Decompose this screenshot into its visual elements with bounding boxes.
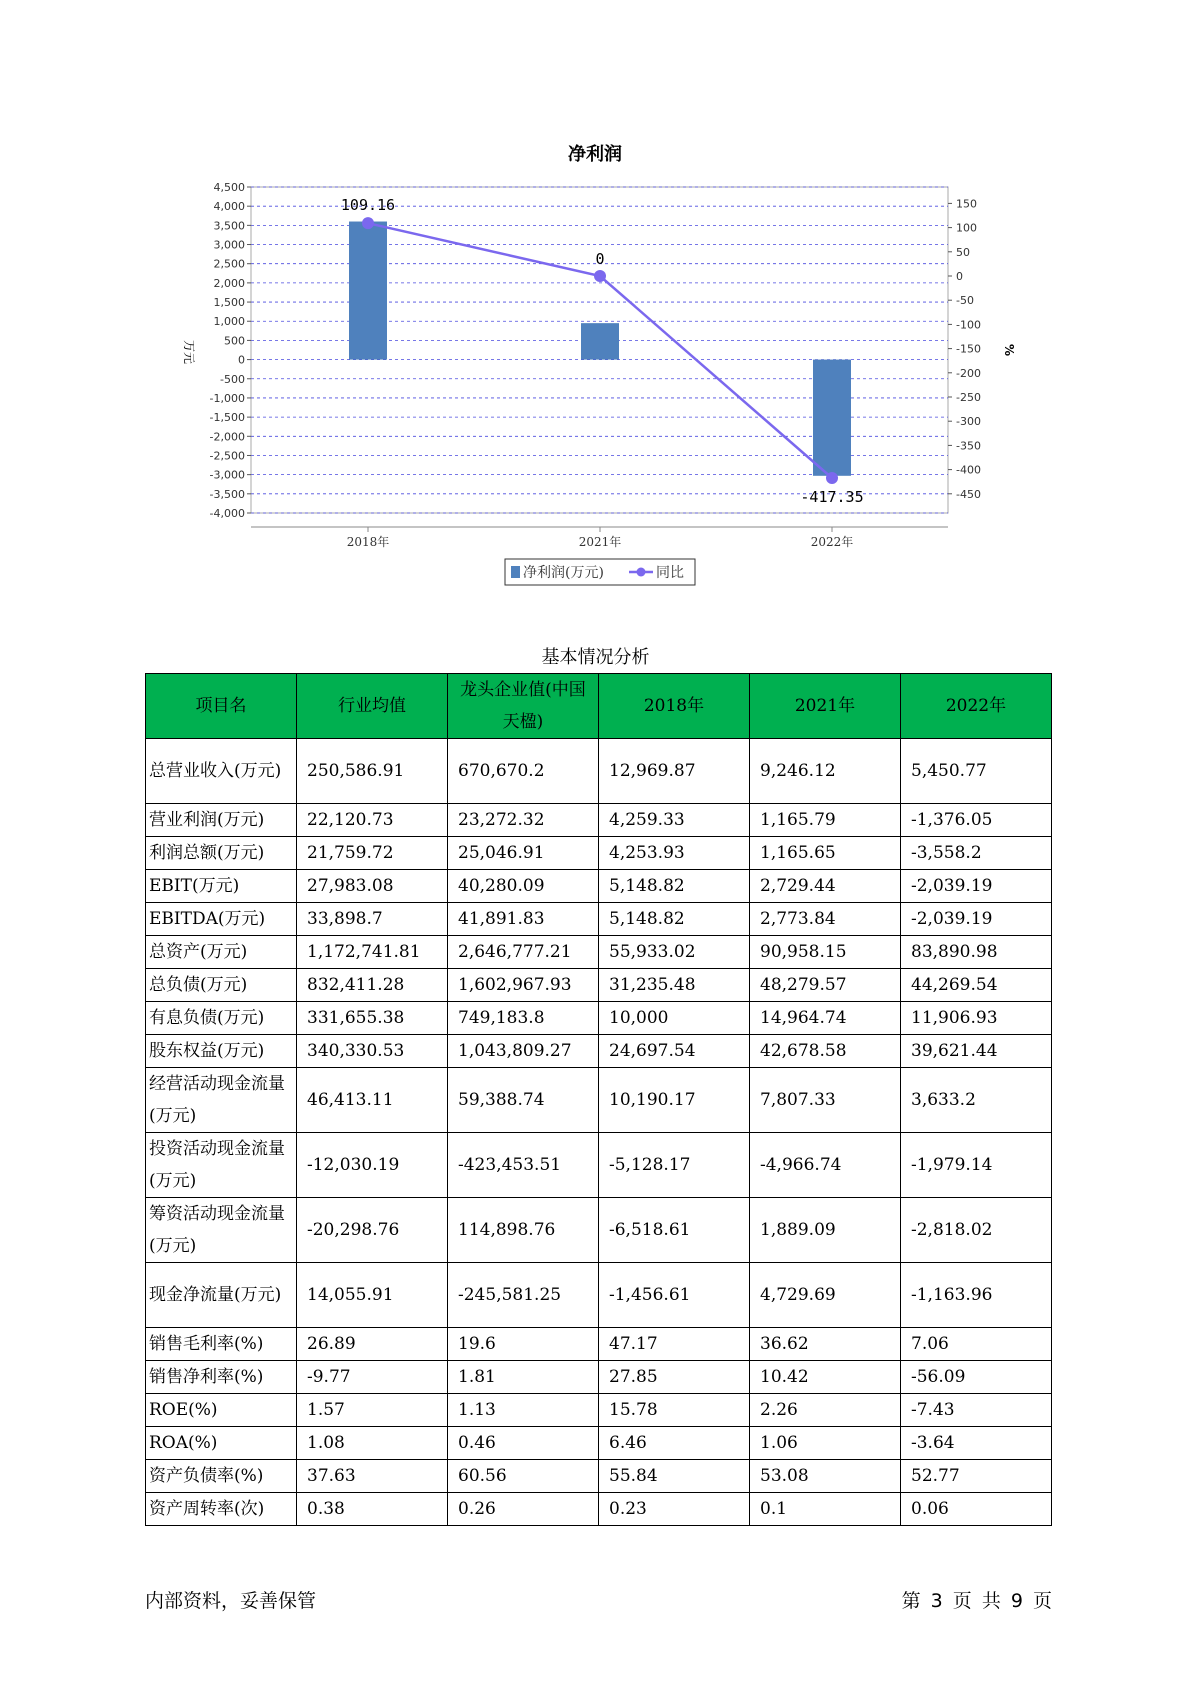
- table-cell: 44,269.54: [901, 969, 1052, 1002]
- table-cell: 14,055.91: [297, 1263, 448, 1328]
- table-cell: -4,966.74: [750, 1133, 901, 1198]
- table-cell: 48,279.57: [750, 969, 901, 1002]
- table-cell: -6,518.61: [599, 1198, 750, 1263]
- row-label: 筹资活动现金流量(万元): [146, 1198, 297, 1263]
- left-tick-label: 4,500: [213, 181, 245, 194]
- table-cell: -12,030.19: [297, 1133, 448, 1198]
- left-tick-label: 1,000: [213, 315, 245, 329]
- row-label: 销售净利率(%): [146, 1361, 297, 1394]
- table-cell: 10,000: [599, 1002, 750, 1035]
- table-row: [146, 1035, 1052, 1068]
- table-header-cell: 2022年: [901, 674, 1052, 739]
- table-cell: 10.42: [750, 1361, 901, 1394]
- table-header-cell: 龙头企业值(中国天楹): [448, 674, 599, 739]
- row-label: 有息负债(万元): [146, 1002, 297, 1035]
- table-cell: 4,253.93: [599, 837, 750, 870]
- table-cell: 1.81: [448, 1361, 599, 1394]
- table-cell: 4,729.69: [750, 1263, 901, 1328]
- table-row: [146, 1328, 1052, 1361]
- table-cell: -423,453.51: [448, 1133, 599, 1198]
- right-tick-label: 50: [956, 245, 970, 259]
- table-cell: 2,773.84: [750, 903, 901, 936]
- table-header-cell: 2018年: [599, 674, 750, 739]
- table-row: [146, 1493, 1052, 1526]
- table-cell: 25,046.91: [448, 837, 599, 870]
- right-tick-label: -250: [956, 391, 981, 404]
- right-tick-label: -450: [956, 487, 981, 501]
- table-cell: -2,818.02: [901, 1198, 1052, 1263]
- legend-label-net-profit: 净利润(万元): [523, 565, 604, 581]
- left-tick-label: 1,500: [213, 296, 245, 310]
- right-tick-label: 100: [956, 221, 977, 235]
- table-cell: 2,729.44: [750, 870, 901, 903]
- left-tick-label: -3,000: [209, 468, 245, 482]
- left-tick-label: -3,500: [209, 487, 245, 501]
- table-cell: 55,933.02: [599, 936, 750, 969]
- row-label: EBIT(万元): [146, 870, 297, 903]
- legend-label-yoy: 同比: [656, 565, 684, 581]
- right-tick-label: 150: [956, 197, 977, 211]
- left-tick-label: 2,500: [213, 257, 245, 271]
- table-row: [146, 936, 1052, 969]
- table-cell: 0.23: [599, 1493, 750, 1526]
- right-tick-label: -200: [956, 366, 981, 380]
- bar-net-profit: [581, 323, 619, 359]
- table-cell: 40,280.09: [448, 870, 599, 903]
- right-tick-label: 0: [956, 270, 963, 283]
- table-header-cell: 行业均值: [297, 674, 448, 739]
- left-axis-label: 万元: [182, 339, 196, 365]
- table-cell: -1,456.61: [599, 1263, 750, 1328]
- table-row: [146, 870, 1052, 903]
- table-cell: 2,646,777.21: [448, 936, 599, 969]
- data-label: 109.16: [340, 196, 396, 214]
- left-tick-label: -500: [220, 372, 245, 386]
- table-cell: 5,450.77: [901, 739, 1052, 804]
- table-row: [146, 1068, 1052, 1133]
- table-cell: -7.43: [901, 1394, 1052, 1427]
- row-label: EBITDA(万元): [146, 903, 297, 936]
- right-tick-label: -300: [956, 415, 981, 429]
- table-cell: 27.85: [599, 1361, 750, 1394]
- table-cell: 2.26: [750, 1394, 901, 1427]
- table-row: [146, 1460, 1052, 1493]
- table-cell: -245,581.25: [448, 1263, 599, 1328]
- table-cell: -3,558.2: [901, 837, 1052, 870]
- left-tick-label: 2,000: [213, 276, 245, 290]
- table-cell: 0.06: [901, 1493, 1052, 1526]
- left-tick-label: -2,000: [209, 430, 245, 444]
- yoy-point: [594, 270, 606, 282]
- basic-analysis-table: [145, 673, 1052, 1526]
- table-cell: 331,655.38: [297, 1002, 448, 1035]
- left-tick-label: -1,500: [209, 411, 245, 425]
- table-cell: -1,376.05: [901, 804, 1052, 837]
- table-cell: 31,235.48: [599, 969, 750, 1002]
- table-cell: 83,890.98: [901, 936, 1052, 969]
- row-label: ROA(%): [146, 1427, 297, 1460]
- table-cell: 59,388.74: [448, 1068, 599, 1133]
- table-cell: 7,807.33: [750, 1068, 901, 1133]
- row-label: 股东权益(万元): [146, 1035, 297, 1068]
- table-cell: 15.78: [599, 1394, 750, 1427]
- table-cell: 47.17: [599, 1328, 750, 1361]
- table-cell: -9.77: [297, 1361, 448, 1394]
- legend-swatch-point: [637, 568, 646, 577]
- table-row: [146, 1263, 1052, 1328]
- left-tick-label: -4,000: [209, 507, 245, 520]
- row-label: 总营业收入(万元): [146, 739, 297, 804]
- table-row: [146, 1002, 1052, 1035]
- data-label: 0: [595, 250, 605, 268]
- footer-confidential-note: 内部资料，妥善保管: [145, 1590, 317, 1612]
- footer-page-number: 第 3 页 共 9 页: [901, 1590, 1052, 1612]
- table-cell: 1.57: [297, 1394, 448, 1427]
- row-label: ROE(%): [146, 1394, 297, 1427]
- table-cell: -2,039.19: [901, 903, 1052, 936]
- table-cell: 37.63: [297, 1460, 448, 1493]
- table-cell: 5,148.82: [599, 870, 750, 903]
- table-cell: 1,889.09: [750, 1198, 901, 1263]
- table-cell: 0.38: [297, 1493, 448, 1526]
- table-cell: 19.6: [448, 1328, 599, 1361]
- table-row: [146, 1198, 1052, 1263]
- data-label: -417.35: [800, 488, 864, 506]
- table-row: [146, 1133, 1052, 1198]
- table-cell: 0.1: [750, 1493, 901, 1526]
- table-row: [146, 969, 1052, 1002]
- table-cell: -56.09: [901, 1361, 1052, 1394]
- table-cell: 832,411.28: [297, 969, 448, 1002]
- table-cell: 22,120.73: [297, 804, 448, 837]
- table-cell: 0.46: [448, 1427, 599, 1460]
- table-cell: 53.08: [750, 1460, 901, 1493]
- table-row: [146, 1361, 1052, 1394]
- table-cell: -3.64: [901, 1427, 1052, 1460]
- table-header-row: [146, 674, 1052, 739]
- right-tick-label: -100: [956, 318, 981, 332]
- table-cell: 23,272.32: [448, 804, 599, 837]
- table-cell: 11,906.93: [901, 1002, 1052, 1035]
- chart-svg: [0, 0, 1191, 600]
- table-cell: 24,697.54: [599, 1035, 750, 1068]
- left-tick-label: -2,500: [209, 449, 245, 463]
- table-cell: 55.84: [599, 1460, 750, 1493]
- row-label: 资产周转率(次): [146, 1493, 297, 1526]
- row-label: 利润总额(万元): [146, 837, 297, 870]
- table-cell: 41,891.83: [448, 903, 599, 936]
- table-row: [146, 804, 1052, 837]
- table-cell: -20,298.76: [297, 1198, 448, 1263]
- table-cell: 46,413.11: [297, 1068, 448, 1133]
- row-label: 总资产(万元): [146, 936, 297, 969]
- table-cell: 114,898.76: [448, 1198, 599, 1263]
- table-cell: 14,964.74: [750, 1002, 901, 1035]
- right-axis-label: %: [1002, 343, 1016, 357]
- bar-net-profit: [813, 360, 851, 476]
- table-cell: -1,163.96: [901, 1263, 1052, 1328]
- yoy-point: [826, 472, 838, 484]
- table-header-cell: 2021年: [750, 674, 901, 739]
- table-cell: 90,958.15: [750, 936, 901, 969]
- bar-net-profit: [349, 222, 387, 360]
- table-row: [146, 903, 1052, 936]
- table-cell: 1,043,809.27: [448, 1035, 599, 1068]
- table-cell: 60.56: [448, 1460, 599, 1493]
- table-cell: 1.13: [448, 1394, 599, 1427]
- right-tick-label: -350: [956, 439, 981, 453]
- table-cell: 1.08: [297, 1427, 448, 1460]
- x-tick-label: 2022年: [810, 535, 854, 549]
- table-cell: 3,633.2: [901, 1068, 1052, 1133]
- table-cell: 21,759.72: [297, 837, 448, 870]
- row-label: 经营活动现金流量(万元): [146, 1068, 297, 1133]
- right-tick-label: -50: [956, 294, 974, 308]
- left-tick-label: 0: [238, 353, 245, 367]
- table-cell: 4,259.33: [599, 804, 750, 837]
- right-tick-label: -400: [956, 463, 981, 477]
- table-cell: 36.62: [750, 1328, 901, 1361]
- table-cell: 1,172,741.81: [297, 936, 448, 969]
- table-row: [146, 739, 1052, 804]
- yoy-point: [362, 217, 374, 229]
- row-label: 投资活动现金流量(万元): [146, 1133, 297, 1198]
- table-cell: 6.46: [599, 1427, 750, 1460]
- table-row: [146, 837, 1052, 870]
- table-cell: 39,621.44: [901, 1035, 1052, 1068]
- chart-title: 净利润: [568, 144, 622, 165]
- table-row: [146, 1427, 1052, 1460]
- row-label: 现金净流量(万元): [146, 1263, 297, 1328]
- table-cell: 1,165.65: [750, 837, 901, 870]
- legend-swatch-bar: [511, 566, 520, 578]
- table-cell: 26.89: [297, 1328, 448, 1361]
- table-row: [146, 1394, 1052, 1427]
- table-cell: 10,190.17: [599, 1068, 750, 1133]
- left-tick-label: 4,000: [213, 200, 245, 214]
- left-tick-label: 3,000: [213, 238, 245, 252]
- table-cell: 0.26: [448, 1493, 599, 1526]
- table-cell: 340,330.53: [297, 1035, 448, 1068]
- table-cell: 27,983.08: [297, 870, 448, 903]
- table-cell: 1,602,967.93: [448, 969, 599, 1002]
- table-cell: 250,586.91: [297, 739, 448, 804]
- table-cell: 42,678.58: [750, 1035, 901, 1068]
- table-cell: 5,148.82: [599, 903, 750, 936]
- net-profit-chart: [0, 0, 1191, 600]
- left-tick-label: -1,000: [209, 391, 245, 405]
- table-cell: -2,039.19: [901, 870, 1052, 903]
- table-cell: 749,183.8: [448, 1002, 599, 1035]
- row-label: 营业利润(万元): [146, 804, 297, 837]
- row-label: 总负债(万元): [146, 969, 297, 1002]
- table-cell: 1.06: [750, 1427, 901, 1460]
- table-cell: 9,246.12: [750, 739, 901, 804]
- row-label: 销售毛利率(%): [146, 1328, 297, 1361]
- table-cell: 670,670.2: [448, 739, 599, 804]
- left-tick-label: 500: [224, 334, 245, 348]
- left-tick-label: 3,500: [213, 219, 245, 233]
- table-cell: -1,979.14: [901, 1133, 1052, 1198]
- table-cell: 1,165.79: [750, 804, 901, 837]
- table-cell: -5,128.17: [599, 1133, 750, 1198]
- x-tick-label: 2021年: [578, 535, 622, 549]
- x-tick-label: 2018年: [346, 535, 390, 549]
- table-cell: 12,969.87: [599, 739, 750, 804]
- table-title: 基本情况分析: [541, 647, 650, 668]
- right-tick-label: -150: [956, 342, 981, 356]
- table-cell: 52.77: [901, 1460, 1052, 1493]
- table-header-cell: 项目名: [146, 674, 297, 739]
- table-cell: 33,898.7: [297, 903, 448, 936]
- row-label: 资产负债率(%): [146, 1460, 297, 1493]
- table-cell: 7.06: [901, 1328, 1052, 1361]
